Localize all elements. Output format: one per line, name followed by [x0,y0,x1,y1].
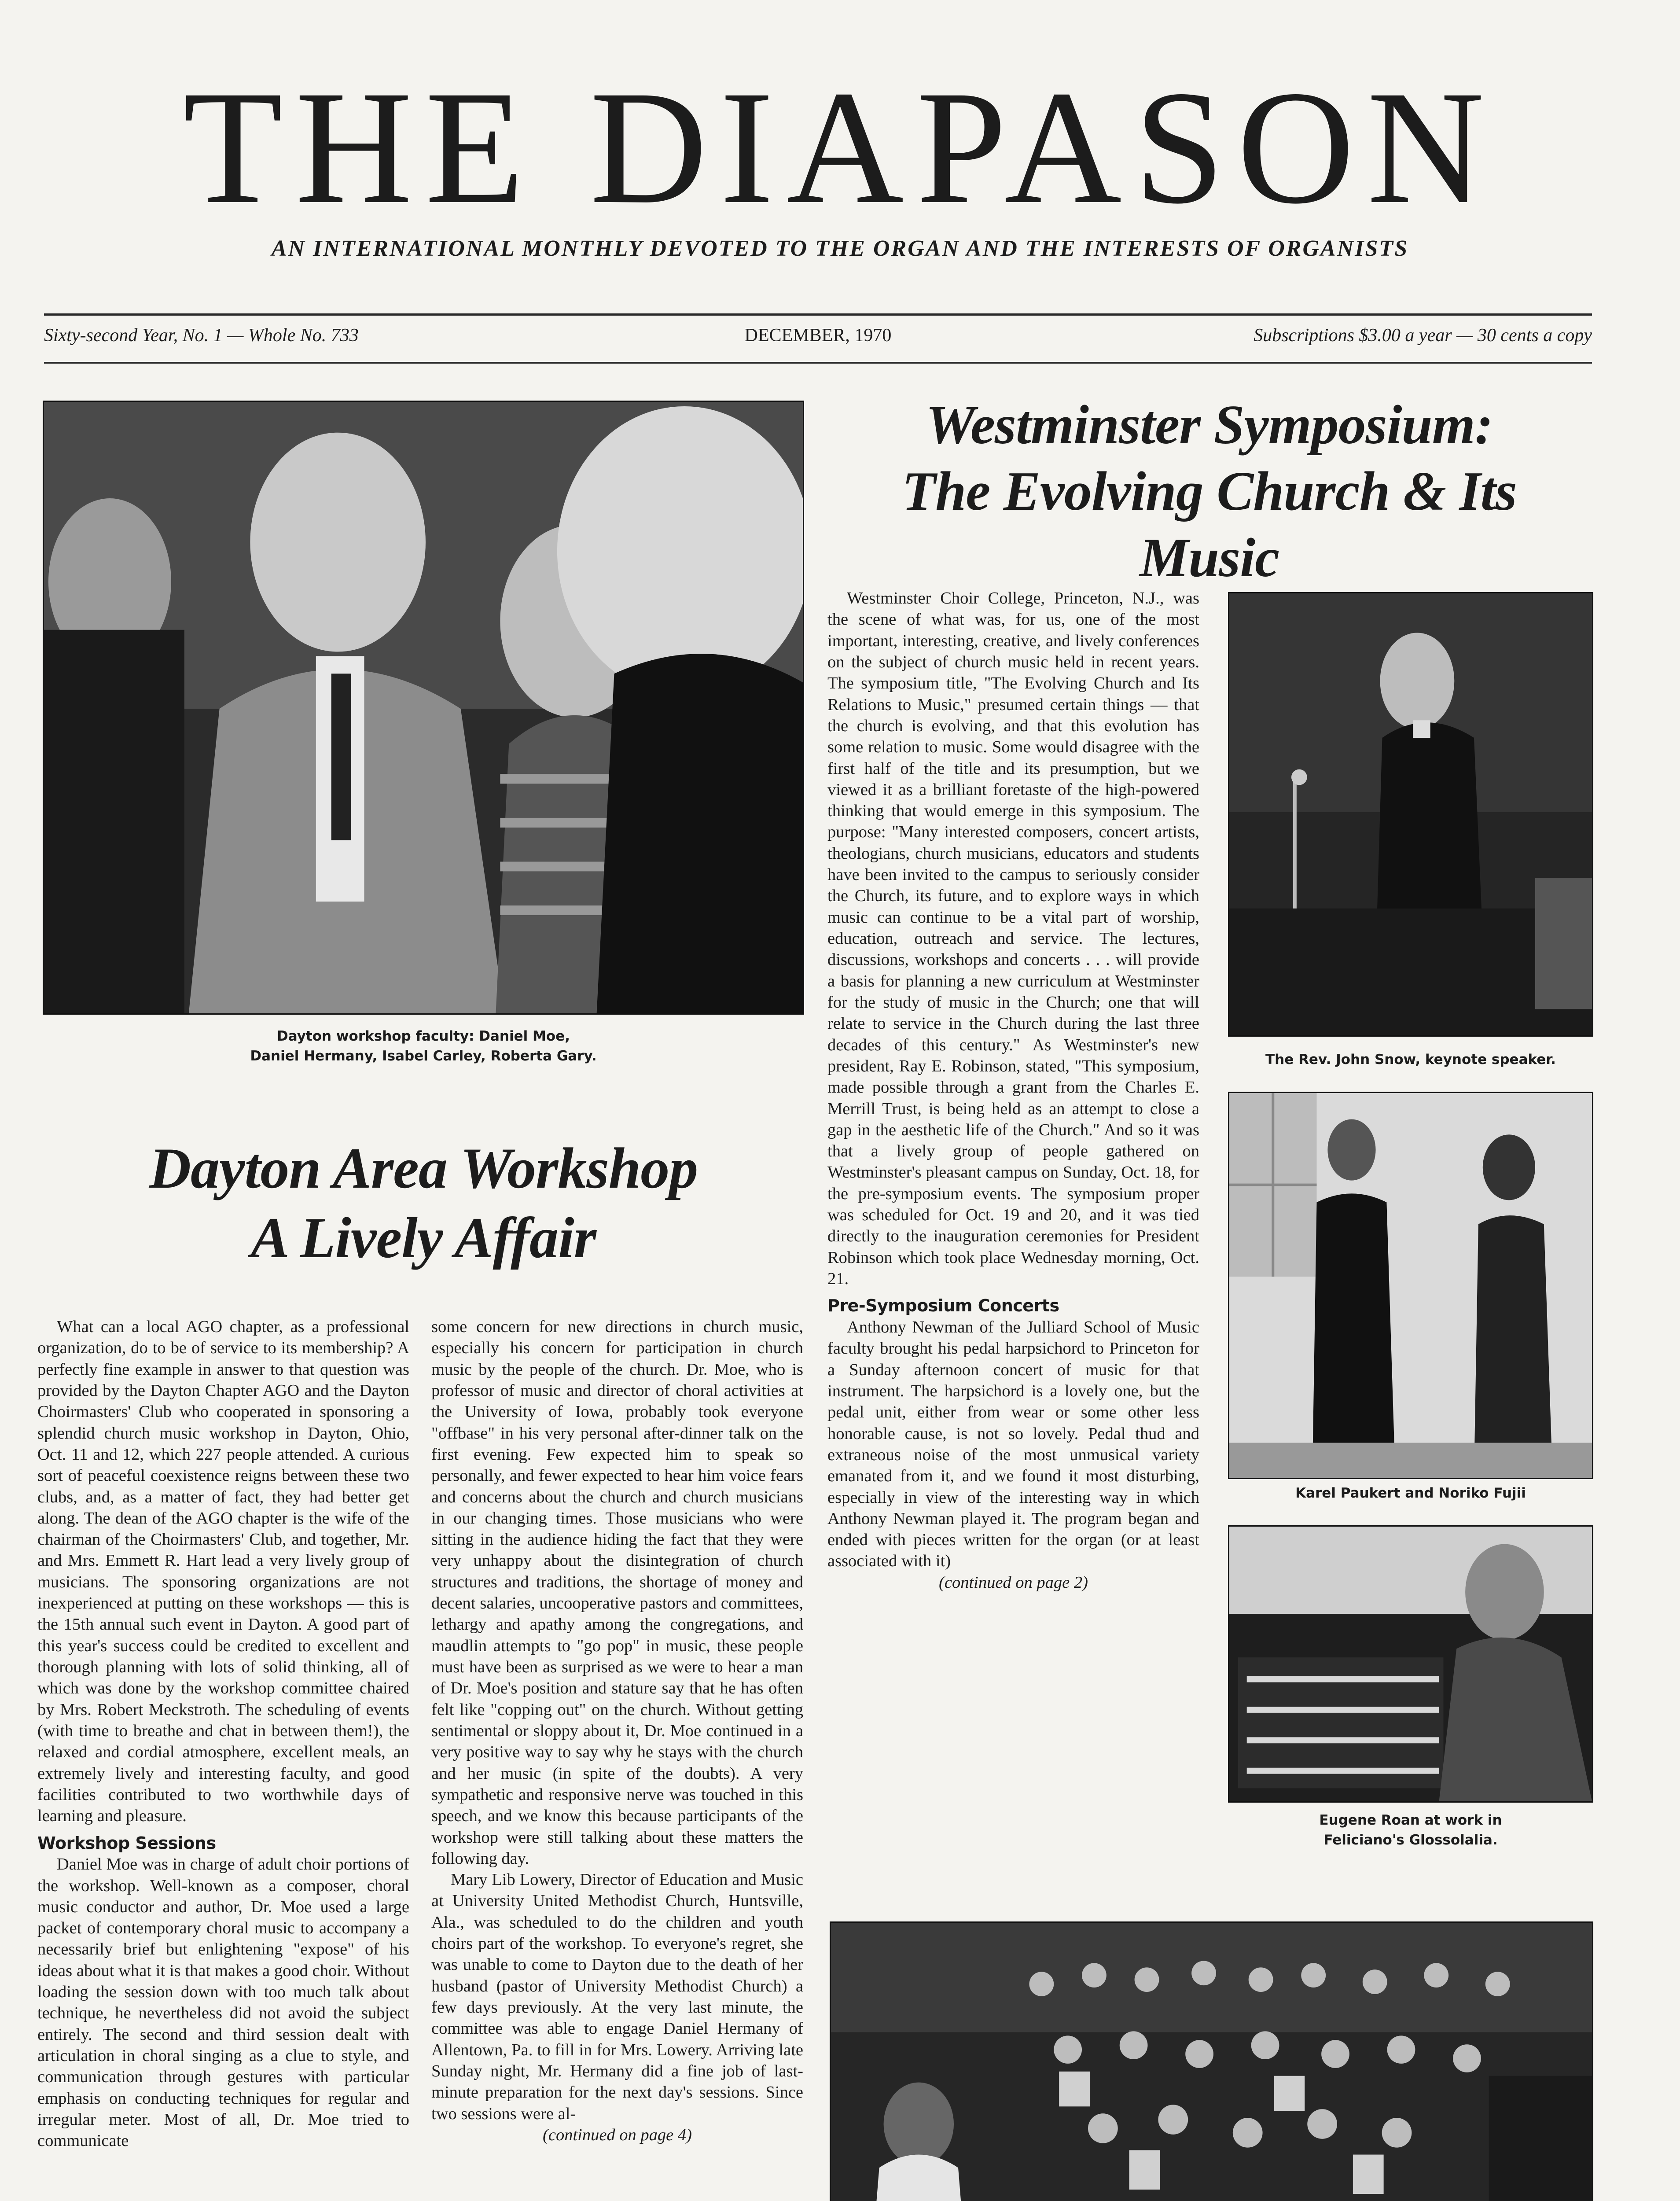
eugene-roan-caption [1228,1811,1593,1850]
headline-line: The Evolving Church & Its Music [902,461,1517,589]
dateline [44,325,1592,356]
paragraph: Westminster Choir College, Princeton, N.J., was the scene of what was, for us, one of the most important, interesting, creative, and lively conferences on the subject of church music held in recent years. The symposium title, "The Evolving Church and Its Relations to Music," presumed certain things — that the church is evolving, and that this evolution has some relation to music. Some would disagree with the first half of the title and its presumption, but we viewed it as a brilliant foretaste of the high-powered thinking that would emerge in this symposium. The purpose: "Many interested composers, concert artists, theologians, church musicians, educators and students have been invited to the campus to seriously consider the Church, its future, and to explore ways in which music can continue to be a vital part of worship, education, outreach and service. The lectures, discussions, workshops and concerts . . . will provide a basis for planning a new curriculum at Westminster for the study of music in the Church; one that will relate to service in the Church during the last three decades of this century." As Westminster's new president, Ray E. Robinson, stated, "This symposium, made possible through a grant from the Charles E. Merrill Trust, is being held as an attempt to close a gap in the aesthetic life of the Church." And so it was that a lively group of people gathered on Westminster's pleasant campus on Sunday, Oct. 18, for the pre-symposium events. The symposium proper was scheduled for Oct. 19 and 20, and it was tied directly to the inauguration ceremonies for President Robinson which took place Wednesday morning, Oct. 21. [827,589,1199,1288]
subhead: Workshop Sessions [37,1833,216,1853]
paukert-fujii-caption: Karel Paukert and Noriko Fujii [1295,1485,1526,1501]
bottom-rule [44,362,1592,364]
masthead-title: THE DIAPASON [183,57,1497,238]
continued-note: (continued on page 2) [939,1573,1088,1592]
headline-line: Dayton Area Workshop [149,1136,698,1200]
paukert-fujii-photo [1228,1092,1593,1479]
paragraph: Anthony Newman of the Julliard School of Music faculty brought his pedal harpsichord to Princeton for a Sunday afternoon concert of music for that instrument. The harpsichord is a lovely one, but the pedal unit, either from wear or some other less honorable cause, is not so lovely. Pedal thud and extraneous noise of the most unmusical variety emanated from it, and we found it most disturbing, especially in view of the interesting way in which Anthony Newman played it. The program began and ended with pieces written for the organ (or at least associated with it) [827,1318,1199,1571]
headline-line: Westminster Symposium: [926,394,1493,456]
paragraph: What can a local AGO chapter, as a professional organization, do to be of service to its membership? A perfectly fine example in answer to that question was provided by the Dayton Chapter AGO and the Dayton Choirmasters' Club who cooperated in sponsoring a splendid church music workshop in Dayton, Ohio, Oct. 11 and 12, which 227 people attended. A curious sort of peaceful coexistence reigns between these two clubs, and, as a matter of fact, they had better get along. The dean of the AGO chapter is the wife of the chairman of the Choirmasters' Club, and together, Mr. and Mrs. Emmett R. Hart lead a very lively group of musicians. The sponsoring organizations are not inexperienced at putting on these workshops — this is the 15th annual such event in Dayton. A good part of this year's success could be credited to excellent and thorough planning with lots of solid thinking, all of which was done by the workshop committee chaired by Mrs. Robert Meckstroth. The scheduling of events (with time to breathe and chat in between them!), the relaxed and cordial atmosphere, excellent meals, an extremely lively and interesting faculty, and good facilities contributed to two worthwhile days of learning and pleasure. [37,1318,409,1826]
caption-line: Daniel Hermany, Isabel Carley, Roberta Gary. [250,1048,597,1064]
paragraph: some concern for new directions in church music, especially his concern for participation in church music by the people of the church. Dr. Moe, who is professor of music and director of choral activities at the University of Iowa, probably took everyone "offbase" in his very personal after-dinner talk on the first evening. Few expected him to speak so personally, and fewer expected to hear him voice fears and concerns about the church and church musicians in our changing times. Those musicians who were sitting in the audience hiding the fact that they were very unhappy about the disintegration of church structures and traditions, the shortage of money and decent salaries, uncooperative pastors and committees, lethargy and apathy among the congregations, and maudlin attempts to "go pop" in music, these people must have been as surprised as we were to hear a man of Dr. Moe's position and stature say that he has often felt like "copping out" on the church. Without getting sentimental or sloppy about it, Dr. Moe continued in a very positive way to say why he stays with the church and her music (in spite of the doubts). A very sympathetic and responsive nerve was touched in this speech, and we know this because participants of the workshop were still talking about these matters the following day. [431,1318,803,1868]
headline-line: A Lively Affair [250,1205,596,1270]
westminster-headline [827,392,1591,592]
john-snow-photo [1228,592,1593,1037]
dayton-faculty-photo [43,401,804,1015]
issue-number: Sixty-second Year, No. 1 — Whole No. 733 [44,325,359,346]
dayton-column-2 [431,1316,803,2146]
subhead: Pre-Symposium Concerts [827,1296,1059,1316]
top-rule [44,313,1592,316]
caption-line: Dayton workshop faculty: Daniel Moe, [277,1028,570,1044]
eugene-roan-photo [1228,1525,1593,1803]
john-snow-caption: The Rev. John Snow, keynote speaker. [1265,1052,1556,1067]
dayton-column-1 [37,1316,409,2152]
issue-date: DECEMBER, 1970 [744,325,892,346]
subscription-price: Subscriptions $3.00 a year — 30 cents a copy [1254,325,1592,346]
trinity-choir-photo [830,1921,1593,2201]
dayton-headline [43,1134,804,1273]
paragraph: Mary Lib Lowery, Director of Education and Music at University United Methodist Church, Huntsville, Ala., was scheduled to do the children and youth choirs part of the workshop. To everyone's regret, she was unable to come to Dayton due to the death of her husband (pastor of University Methodist Church) a few days previously. At the very last minute, the committee was able to engage Daniel Hermany of Allentown, Pa. to fill in for Mrs. Lowery. Arriving late Sunday night, Mr. Hermany did a fine job of last-minute preparation for the next day's sessions. Since two sessions were al- [431,1870,803,2123]
masthead-tagline: AN INTERNATIONAL MONTHLY DEVOTED TO THE ORGAN AND THE INTERESTS OF ORGANISTS [271,236,1409,261]
continued-note: (continued on page 4) [543,2125,692,2144]
dayton-faculty-caption [43,1027,804,1066]
westminster-column [827,588,1199,1593]
paragraph: Daniel Moe was in charge of adult choir portions of the workshop. Well-known as a composer, choral music conductor and author, Dr. Moe used a large packet of contemporary choral music to accompany a necessarily brief but enlightening "expose" of his ideas about what it is that makes a good choir. Without loading the session down with too much talk about technique, he nevertheless did not avoid the subject entirely. The second and third session dealt with articulation in choral singing as a clue to style, and communication through gestures with particular emphasis on conducting techniques for regular and irregular meter. Most of all, Dr. Moe tried to communicate [37,1855,409,2150]
caption-line: Feliciano's Glossolalia. [1323,1832,1498,1848]
caption-line: Eugene Roan at work in [1319,1812,1502,1828]
